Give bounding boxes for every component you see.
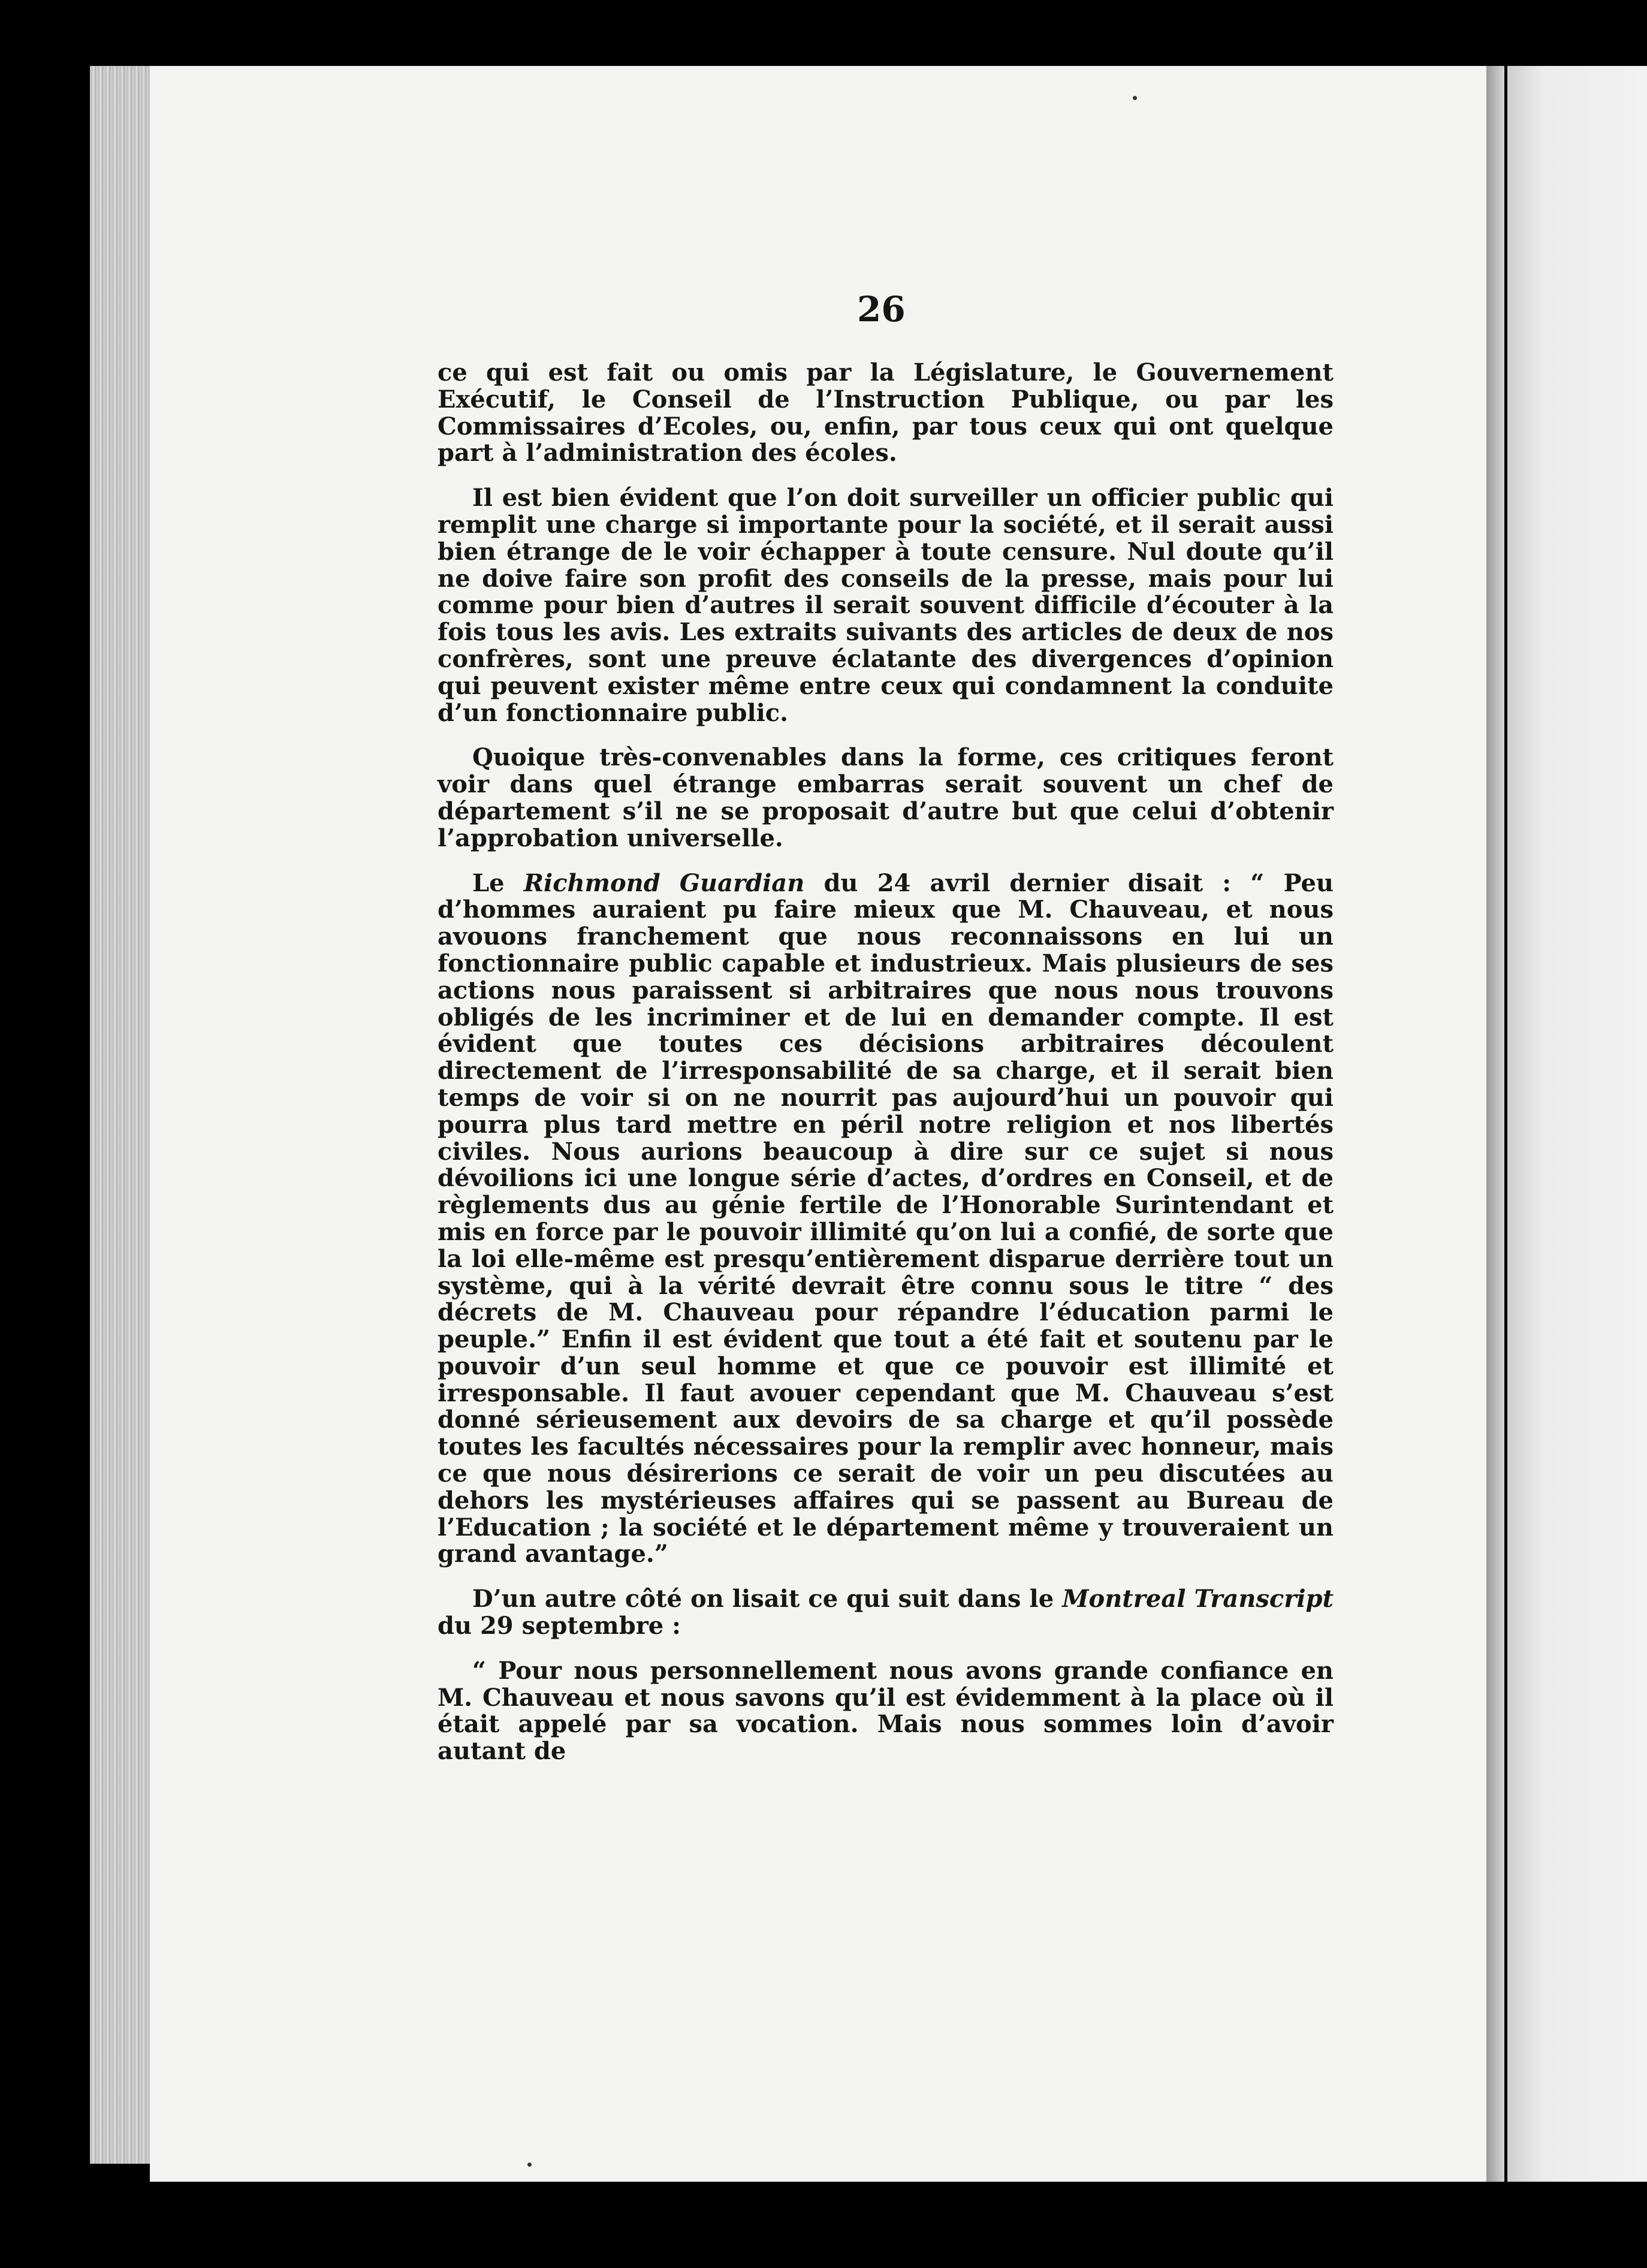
scan-speck <box>527 2163 532 2167</box>
scan-speck <box>1133 96 1137 100</box>
paragraph <box>438 1586 1334 1640</box>
text-run: “ Pour nous personnellement nous avons grande confiance en M. Chauveau et nous savons qu’il est évidemment à la place où il était appelé par sa vocation. Mais nous sommes loin d’avoir autant de <box>438 1656 1334 1766</box>
text-run: Quoique très-convenables dans la forme, ces critiques feront voir dans quel étrange embarras serait souvent un chef de département s’il ne se proposait d’autre but que celui d’obtenir l’approbation universelle. <box>438 743 1334 852</box>
text-run: Il est bien évident que l’on doit surveiller un officier public qui remplit une charge si importante pour la société, et il serait aussi bien étrange de le voir échapper à toute censure. Nul doute qu’il ne doive faire son profit des conseils de la presse, mais pour lui comme pour bien d’autres il serait souvent difficile d’écouter à la fois tous les avis. Les extraits suivants des articles de deux de nos confrères, sont une preuve éclatante des divergences d’opinion qui peuvent exister même entre ceux qui condamnent la conduite d’un fonctionnaire public. <box>438 484 1334 727</box>
page-gutter-shadow <box>1486 66 1504 2182</box>
body-text <box>438 360 1334 1783</box>
italic-title: Richmond Guardian <box>523 868 805 897</box>
text-run: du 29 septembre : <box>438 1612 681 1640</box>
paragraph <box>438 870 1334 1569</box>
text-run: du 24 avril dernier disait : “ Peu d’hommes auraient pu faire mieux que M. Chauveau, et nous avouons franchement que nous reconnaissons en lui un fonctionnaire public capable et industrieux. Mais plusieurs de ses actions nous paraissent si arbitraires que nous nous trouvons obligés de les incriminer et de lui en demander compte. Il est évident que toutes ces décisions arbitraires découlent directement de l’irresponsabilité de sa charge, et il serait bien temps de voir si on ne nourrit pas aujourd’hui un pouvoir qui pourra plus tard mettre en péril notre religion et nos libertés civiles. Nous aurions beaucoup à dire sur ce sujet si nous dévoilions ici une longue série d’actes, d’ordres en Conseil, et de règlements dus au génie fertile de l’Honorable Surintendant et mis en force par le pouvoir illimité qu’on lui a confié, de sorte que la loi elle-même est presqu’entièrement disparue derrière tout un système, qui à la vérité devrait être connu sous le titre “ des décrets de M. Chauveau pour répandre l’éducation parmi le peuple.” Enfin il est évident que tout a été fait et soutenu par le pouvoir d’un seul homme et que ce pouvoir est illimité et irresponsable. Il faut avouer cependant que M. Chauveau s’est donné sérieusement aux devoirs de sa charge et qu’il possède toutes les facultés nécessaires pour la remplir avec honneur, mais ce que nous désirerions ce serait de voir un peu discutées au dehors les mystérieuses affaires qui se passent au Bureau de l’Education ; la société et le département même y trouveraient un grand avantage.” <box>438 868 1334 1569</box>
adjacent-page-edge <box>1507 66 1647 2182</box>
text-run: D’un autre côté on lisait ce qui suit dans le <box>472 1585 1063 1613</box>
page-number: 26 <box>857 289 906 330</box>
text-run: ce qui est fait ou omis par la Législature, le Gouvernement Exécutif, le Conseil de l’Instruction Publique, ou par les Commissaires d’Ecoles, ou, enfin, par tous ceux qui ont quelque part à l’administration des écoles. <box>438 358 1334 468</box>
paragraph <box>438 744 1334 852</box>
paragraph <box>438 360 1334 467</box>
paragraph <box>438 485 1334 726</box>
text-run: Le <box>472 868 524 897</box>
book-left-edge <box>90 66 150 2164</box>
paragraph <box>438 1658 1334 1765</box>
italic-title: Montreal Transcript <box>1062 1585 1334 1613</box>
